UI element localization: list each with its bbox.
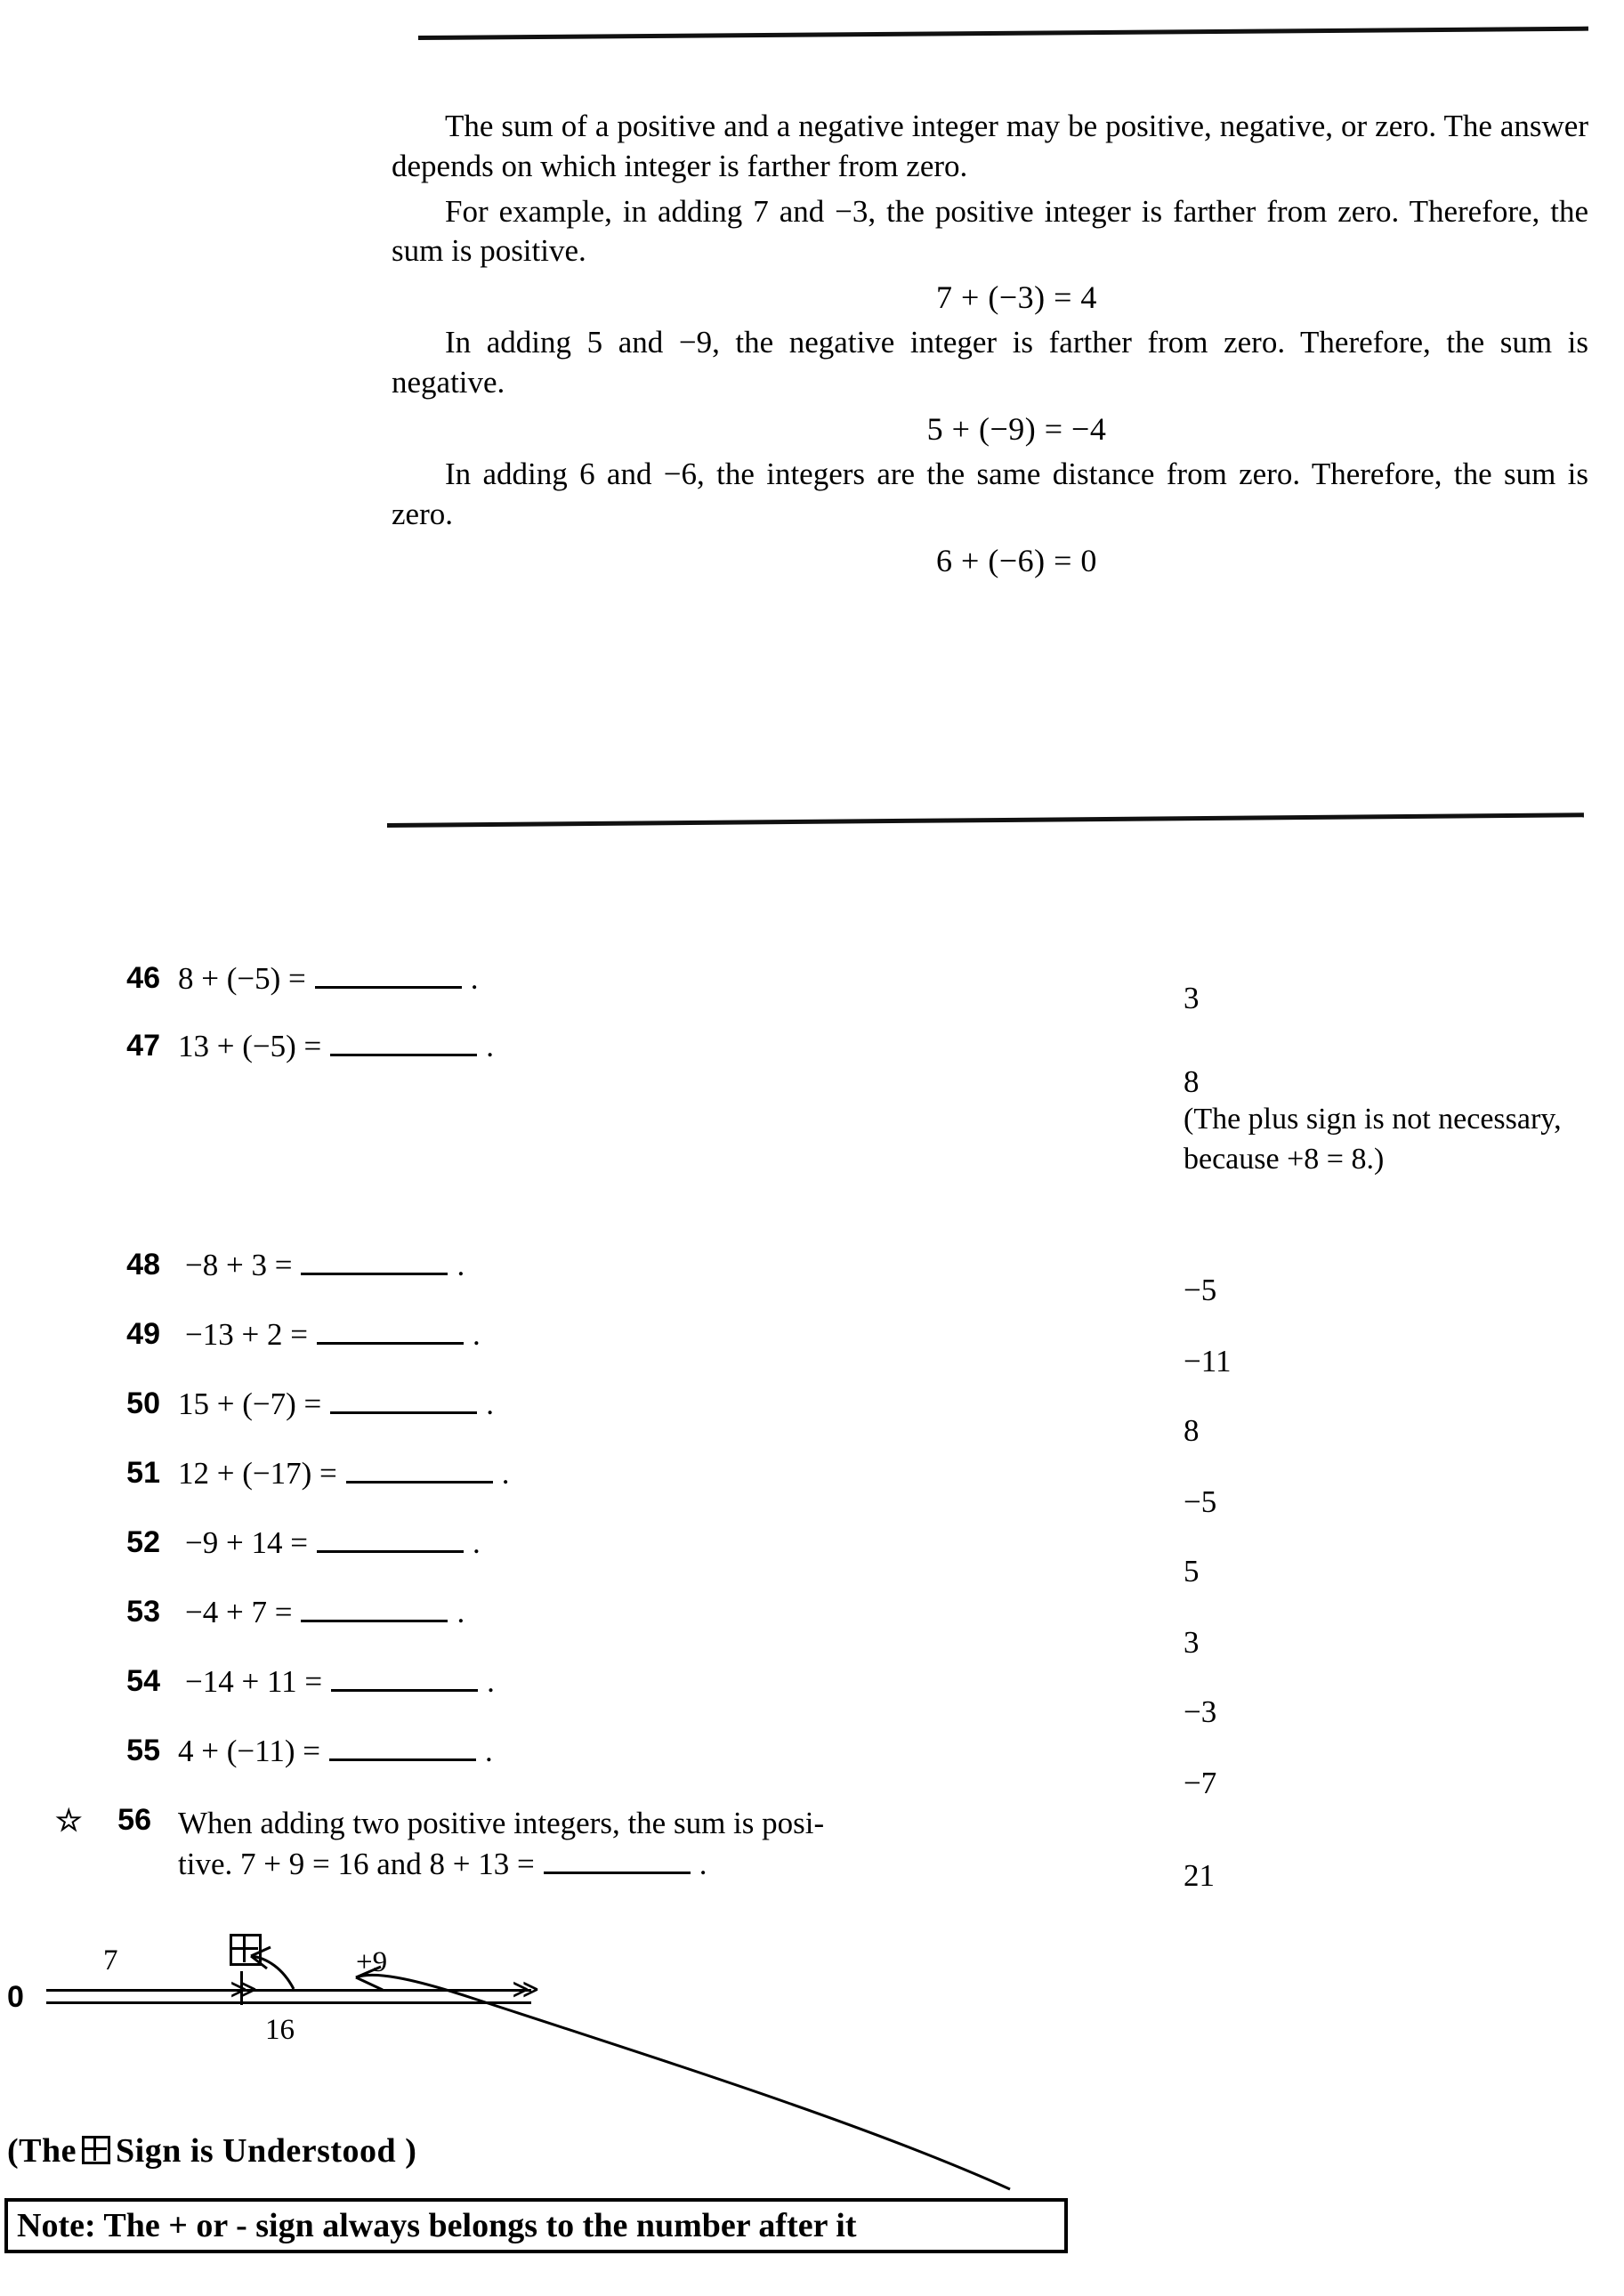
number-line-lower-stroke — [46, 2001, 531, 2004]
answer-blank[interactable] — [317, 1527, 464, 1553]
exercise-number: 53 — [126, 1595, 160, 1629]
exercise-list — [0, 961, 1624, 1910]
exercise-problem — [178, 1734, 493, 1769]
exercise-answer: 5 — [1184, 1554, 1200, 1589]
exercise-answer: −11 — [1184, 1344, 1232, 1378]
answer-note-row — [0, 1096, 1624, 1248]
answer-blank[interactable] — [301, 1597, 448, 1622]
exercise-problem — [178, 1456, 510, 1492]
equation-3: 6 + (−6) = 0 — [936, 542, 1097, 578]
lesson-paragraph-1: The sum of a positive and a negative integer may be positive, negative, or zero. The answer depends on which integer is farther from zero. — [392, 109, 1588, 183]
exercise-answer: −3 — [1184, 1694, 1217, 1729]
exercise-line-2: tive. 7 + 9 = 16 and 8 + 13 = — [178, 1846, 535, 1881]
note-text: Note: The + or - sign always belongs to the number after it — [17, 2207, 857, 2244]
exercise-period: . — [699, 1846, 707, 1881]
diagram-zero-label: 0 — [7, 1980, 24, 2014]
note-box — [4, 2198, 1068, 2253]
answer-blank[interactable] — [329, 1735, 476, 1761]
exercise-problem — [185, 1317, 481, 1353]
answer-blank[interactable] — [544, 1848, 691, 1874]
equation-2: 5 + (−9) = −4 — [926, 410, 1107, 447]
diagram-segment-label-plus9: +9 — [356, 1946, 388, 1978]
exercise-expression: 13 + (−5) = — [178, 1029, 322, 1063]
exercise-row — [0, 1525, 1624, 1595]
exercise-number: 46 — [126, 961, 160, 995]
exercise-row — [0, 1317, 1624, 1386]
exercise-period: . — [501, 1456, 510, 1491]
exercise-period: . — [472, 1525, 481, 1560]
exercise-problem — [178, 1029, 494, 1064]
diagram-segment-label-7: 7 — [103, 1944, 118, 1977]
lesson-paragraph-4: In adding 6 and −6, the integers are the same distance from zero. Therefore, the sum is zero. — [392, 456, 1588, 531]
exercise-number: 52 — [126, 1525, 160, 1559]
exercise-period: . — [472, 1317, 481, 1352]
exercise-answer-note: (The plus sign is not necessary, because +8 = 8.) — [1184, 1103, 1562, 1176]
exercise-number: 51 — [126, 1456, 160, 1490]
exercise-problem — [178, 1386, 494, 1422]
boxed-plus-icon — [230, 1934, 262, 1966]
exercise-number: 47 — [126, 1029, 160, 1063]
exercise-period: . — [456, 1248, 465, 1282]
equation-1: 7 + (−3) = 4 — [936, 279, 1097, 316]
exercise-row — [0, 1664, 1624, 1734]
boxed-plus-icon-inline — [82, 2136, 110, 2164]
exercise-row-starred — [0, 1803, 1624, 1910]
exercise-number: 54 — [126, 1664, 160, 1698]
exercise-period: . — [456, 1595, 465, 1629]
top-horizontal-rule — [418, 27, 1588, 40]
exercise-problem — [185, 1248, 465, 1283]
exercise-number: ☆ 56 — [89, 1803, 151, 1838]
exercise-expression: −13 + 2 = — [185, 1317, 308, 1352]
answer-blank[interactable] — [301, 1249, 448, 1275]
exercise-expression: −14 + 11 = — [185, 1664, 323, 1699]
number-line-diagram — [0, 1944, 712, 2069]
answer-blank[interactable] — [315, 963, 462, 989]
exercise-period: . — [487, 1664, 495, 1699]
diagram-total-label-16: 16 — [265, 2014, 295, 2046]
lesson-paragraph-2: For example, in adding 7 and −3, the positive integer is farther from zero. Therefore, the sum is positive. — [392, 193, 1588, 269]
exercise-expression: −9 + 14 = — [185, 1525, 308, 1560]
understood-sign-line — [7, 2131, 416, 2171]
exercise-row — [0, 1595, 1624, 1664]
exercise-answer: 3 — [1184, 981, 1200, 1015]
lesson-explanation — [392, 107, 1588, 586]
exercise-row — [0, 1386, 1624, 1456]
exercise-expression: −4 + 7 = — [185, 1595, 293, 1629]
lesson-paragraph-3: In adding 5 and −9, the negative integer is farther from zero. Therefore, the sum is negative. — [392, 325, 1588, 400]
exercise-problem — [185, 1595, 465, 1630]
understood-prefix: (The — [7, 2132, 77, 2170]
exercise-expression: 15 + (−7) = — [178, 1386, 322, 1421]
exercise-period: . — [484, 1734, 493, 1768]
answer-blank[interactable] — [330, 1388, 477, 1414]
exercise-problem — [178, 1803, 1050, 1884]
exercise-answer: −5 — [1184, 1273, 1217, 1307]
exercise-row — [0, 1248, 1624, 1317]
exercise-expression: −8 + 3 = — [185, 1248, 293, 1282]
exercise-row — [0, 1734, 1624, 1803]
exercise-answer: 8 — [1184, 1413, 1200, 1448]
exercise-number: 49 — [126, 1317, 160, 1351]
exercise-expression: 4 + (−11) = — [178, 1734, 320, 1768]
exercise-answer: 3 — [1184, 1625, 1200, 1660]
exercise-expression: 12 + (−17) = — [178, 1456, 337, 1491]
exercise-period: . — [486, 1386, 495, 1421]
answer-blank[interactable] — [346, 1458, 493, 1484]
exercise-number: 48 — [126, 1248, 160, 1281]
exercise-row — [0, 1456, 1624, 1525]
exercise-period: . — [470, 961, 479, 996]
exercise-row — [0, 961, 1624, 1029]
exercise-answer: 8 — [1184, 1064, 1200, 1099]
exercise-problem — [178, 961, 479, 997]
exercise-period: . — [486, 1029, 495, 1063]
arrowhead-icon-end: ≫ — [512, 1975, 540, 2004]
exercise-number: 50 — [126, 1386, 160, 1420]
exercise-expression: 8 + (−5) = — [178, 961, 306, 996]
exercise-answer: 21 — [1184, 1858, 1215, 1893]
exercise-problem — [185, 1664, 495, 1700]
arrowhead-icon-mid: ≫ — [230, 1975, 258, 2004]
answer-blank[interactable] — [331, 1666, 478, 1692]
middle-horizontal-rule — [387, 812, 1584, 828]
exercise-answer: −5 — [1184, 1484, 1217, 1519]
exercise-number: 55 — [126, 1734, 160, 1767]
exercise-row — [0, 1029, 1624, 1099]
number-line-upper-stroke — [46, 1989, 531, 1992]
answer-blank[interactable] — [330, 1031, 477, 1056]
understood-suffix: Sign is Understood ) — [116, 2132, 417, 2170]
exercise-problem — [185, 1525, 481, 1561]
exercise-line-1: When adding two positive integers, the sum is posi- — [178, 1806, 825, 1840]
exercise-answer: −7 — [1184, 1766, 1217, 1800]
answer-blank[interactable] — [317, 1319, 464, 1345]
